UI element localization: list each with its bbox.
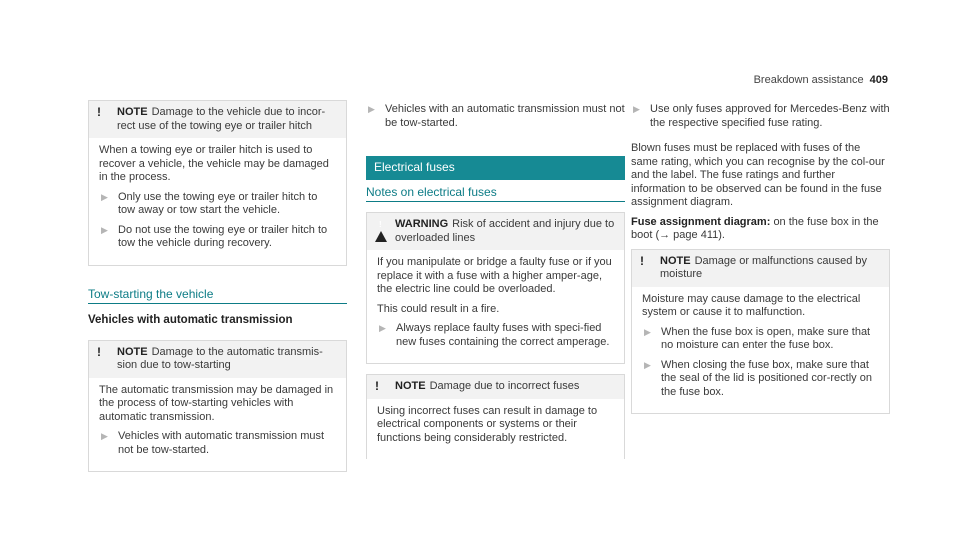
notice-keyword: NOTE [660, 254, 691, 267]
column-2 [366, 100, 625, 469]
step-item [366, 103, 625, 130]
step-item [642, 326, 879, 353]
warning-box [366, 212, 625, 364]
notice-text: Damage due to incorrect fuses [429, 380, 580, 392]
notice-paragraph: Using incorrect fuses can result in damage to electrical components or systems or their functions being considerably restricted. [377, 404, 598, 444]
notice-box [88, 340, 347, 473]
notice-box [366, 374, 625, 459]
arrow-right-icon: ▶ [101, 431, 108, 441]
notice-keyword: NOTE [117, 106, 148, 118]
notice-box [88, 100, 347, 266]
notice-body [89, 138, 346, 265]
section-name: Breakdown assistance [753, 74, 864, 86]
notice-body [367, 399, 624, 460]
warning-header [367, 213, 624, 250]
notice-keyword: NOTE [117, 345, 148, 358]
notice-text: Damage or malfunctions caused by moisture [660, 254, 867, 280]
diagram-reference [631, 216, 890, 243]
step-text: When the fuse box is open, make sure that no moisture can enter the fuse box. [661, 325, 871, 351]
warning-triangle-icon [375, 217, 387, 242]
step-text: Always replace faulty fuses with speci-fied new fuses containing the correct amperage. [396, 322, 610, 348]
step-item [99, 191, 336, 218]
step-text: Only use the towing eye or trailer hitch to tow away or tow start the vehicle. [118, 190, 318, 216]
step-text: Vehicles with automatic transmission must not be tow-started. [118, 430, 325, 456]
notice-header [632, 250, 889, 287]
step-item [99, 224, 336, 251]
page-number: 409 [869, 74, 888, 86]
notice-paragraph: The automatic transmission may be damaged in the process of tow-starting vehicles with automatic transmission. [99, 383, 334, 423]
exclamation-icon: ! [97, 344, 101, 359]
warning-text: Risk of accident and injury due to overloaded lines [395, 218, 615, 244]
warning-keyword: WARNING [395, 218, 449, 230]
section-banner: Electrical fuses [366, 156, 625, 180]
step-item [377, 322, 614, 349]
step-text: Use only fuses approved for Mercedes-Benz with the respective specified fuse rating. [650, 103, 890, 129]
notice-body [89, 378, 346, 472]
diagram-label: Fuse assignment diagram: [631, 215, 771, 228]
notice-keyword: NOTE [395, 380, 426, 392]
arrow-right-icon: ▶ [644, 326, 651, 337]
diagram-text[interactable]: on the fuse box in the boot (→ page 411). [631, 215, 879, 241]
step-item [642, 359, 879, 400]
notice-text: Damage to the vehicle due to incor-rect use of the towing eye or trailer hitch [117, 106, 326, 132]
warning-paragraph: If you manipulate or bridge a faulty fuse or if you replace it with a fuse with a higher amper-age, the electric line could be overloaded. [377, 256, 612, 295]
arrow-right-icon: ▶ [379, 323, 386, 333]
notice-header [89, 101, 346, 138]
sub-title: Notes on electrical fuses [366, 186, 625, 203]
notice-paragraph: When a towing eye or trailer hitch is used to recover a vehicle, the vehicle may be damaged in the process. [99, 144, 329, 183]
section-title: Tow-starting the vehicle [88, 288, 347, 305]
notice-box [631, 249, 890, 415]
step-item [631, 103, 890, 130]
notice-header [367, 375, 624, 399]
arrow-right-icon: ▶ [644, 359, 651, 370]
step-text: Do not use the towing eye or trailer hitch to tow the vehicle during recovery. [118, 223, 328, 249]
exclamation-icon: ! [97, 105, 101, 119]
exclamation-icon: ! [640, 253, 644, 268]
step-text: Vehicles with an automatic transmission must not be tow-started. [385, 103, 625, 129]
body-paragraph: Blown fuses must be replaced with fuses of the same rating, which you can recognise by the col-our and the label. The fuse ratings and further information to be observed can be found in the fuse assignment diagram. [631, 142, 885, 208]
page-header [754, 74, 888, 88]
arrow-right-icon: ▶ [368, 104, 375, 114]
step-text: When closing the fuse box, make sure that the seal of the lid is positioned cor-rectly on the fuse box. [661, 358, 872, 398]
warning-paragraph: This could result in a fire. [377, 302, 500, 315]
column-3 [631, 100, 890, 424]
notice-text: Damage to the automatic transmis-sion due to tow-starting [117, 345, 323, 371]
column-1 [88, 100, 347, 482]
warning-body [367, 250, 624, 363]
notice-header [89, 341, 346, 378]
exclamation-icon: ! [375, 379, 379, 393]
notice-body [632, 287, 889, 414]
arrow-right-icon: ▶ [633, 104, 640, 114]
arrow-right-icon: ▶ [101, 224, 108, 235]
notice-paragraph: Moisture may cause damage to the electrical system or cause it to malfunction. [642, 292, 861, 318]
arrow-right-icon: ▶ [101, 191, 108, 202]
step-item [99, 430, 336, 457]
sub-title: Vehicles with automatic transmission [88, 314, 293, 326]
